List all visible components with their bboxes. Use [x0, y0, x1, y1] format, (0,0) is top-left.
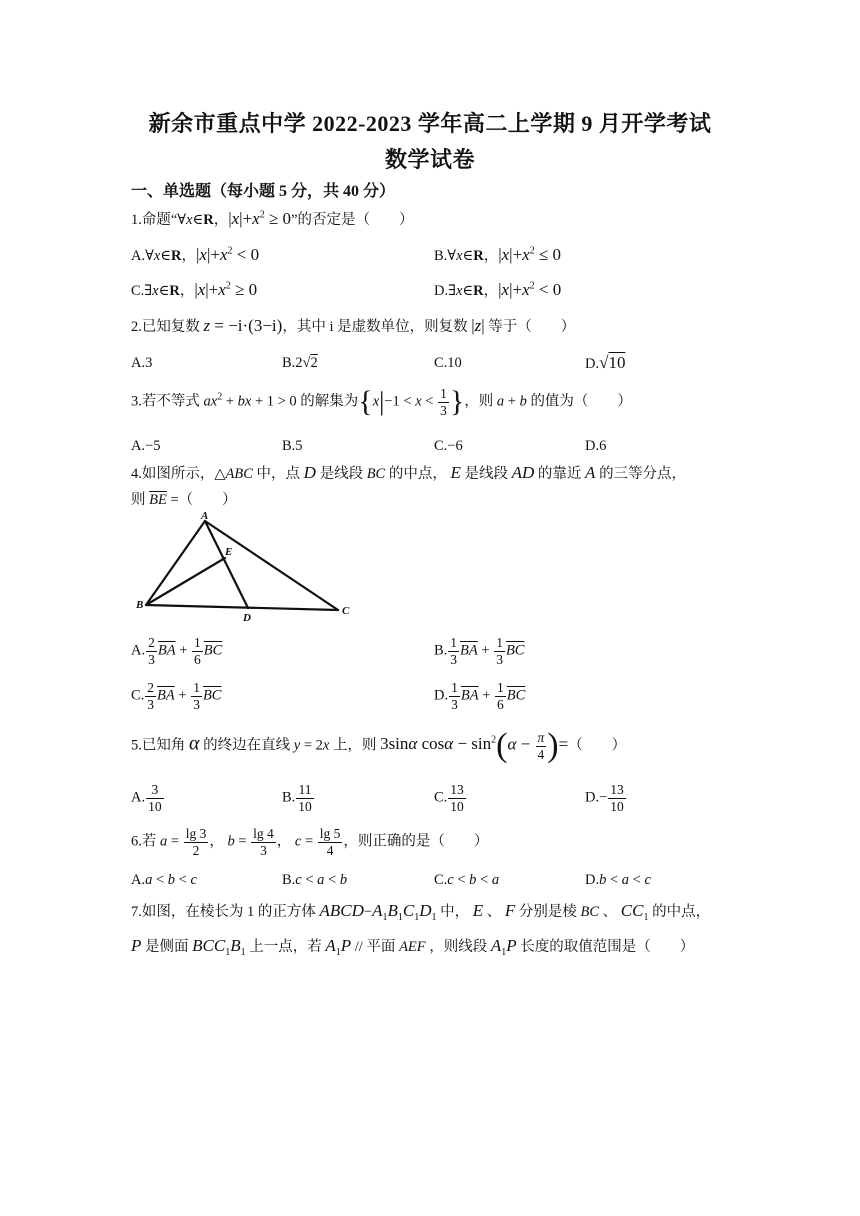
question-1-option-b[interactable]: B.∀x∈R，$|x|+x^2 \le 0$ [434, 245, 562, 264]
vertex-label-b: B [136, 599, 144, 611]
question-4-option-c[interactable]: C. $\frac{2}{3}$ $\overline{BA}$ + $\frac{1}{3}$ $\overline{BC}$ [131, 680, 222, 712]
question-5-option-b[interactable]: B. $\frac{11}{10}$ [282, 782, 312, 814]
question-2-stem: 2.已知复数 z = −i·(3−i)，其中 i 是虚数单位，则复数 |z| 等于（ ） [131, 316, 576, 335]
question-4-option-b[interactable]: B. $\frac{1}{3}$ $\overline{BA}$ + $\frac{1}{3}$ $\overline{BC}$ [434, 635, 525, 667]
question-1-option-d[interactable]: D.∃x∈R，$|x|+x^2 < 0$ [434, 280, 562, 299]
question-6-option-c[interactable]: C.c < b < a [434, 872, 500, 888]
question-4-option-d[interactable]: D. $\frac{1}{3}$ $\overline{BA}$ + $\frac{1}{6}$ $\overline{BC}$ [434, 680, 526, 712]
question-3-option-b[interactable]: B.5 [282, 438, 303, 454]
question-5-option-d[interactable]: D.− $\frac{13}{10}$ [585, 782, 624, 814]
question-3-option-a[interactable]: A.−5 [131, 438, 161, 454]
point-label-d: D [243, 612, 251, 624]
question-2-option-c[interactable]: C.10 [434, 355, 462, 371]
point-label-e: E [225, 546, 233, 558]
question-2-option-d[interactable]: D.√10 [585, 353, 626, 372]
question-7-stem-line2: P 是侧面 $BCC_1B_1$ 上一点，若 $A_1P$ // 平面 AEF ，则线段 $A_1P$ 长度的取值范围是（ ） [131, 936, 695, 958]
question-3-option-d[interactable]: D.6 [585, 438, 607, 454]
exam-title: 新余市重点中学 2022-2023 学年高二上学期 9 月开学考试 [148, 111, 712, 136]
question-5-option-a[interactable]: A. $\frac{3}{10}$ [131, 782, 162, 814]
vertex-label-a: A [201, 510, 209, 522]
exam-subtitle: 数学试卷 [384, 147, 475, 172]
question-4-option-a[interactable]: A. $\frac{2}{3}$ $\overline{BA}$ + $\frac{1}{6}$ $\overline{BC}$ [131, 635, 223, 667]
question-6-option-d[interactable]: D.b < a < c [585, 872, 651, 888]
question-6-stem: 6.若 a = $\frac{\lg 3}{2}$ ， b = $\frac{\lg 4}{3}$ ， c = $\frac{\lg 5}{4}$ ，则正确的是（ ） [131, 826, 489, 858]
section-heading: 一、单选题（每小题 5 分，共 40 分） [131, 183, 396, 200]
question-6-option-b[interactable]: B.c < a < b [282, 872, 348, 888]
vertex-label-c: C [342, 605, 350, 617]
question-3-option-c[interactable]: C.−6 [434, 438, 463, 454]
question-5-option-c[interactable]: C. $\frac{13}{10}$ [434, 782, 464, 814]
question-2-option-b[interactable]: B.2√2 [282, 355, 318, 371]
question-4-stem-line1: 4.如图所示，△ABC 中，点 D 是线段 BC 的中点， E 是线段 AD 的靠近 A 的三等分点， [131, 463, 687, 482]
triangle-figure [130, 510, 365, 630]
question-5-stem: 5.已知角 α 的终边在直线 y = 2x 上，则 3sinα $\cos\alpha - \sin^2(\alpha$ − $\frac{\pi}{4}$ )=（ ） [131, 727, 627, 764]
question-2-option-a[interactable]: A.3 [131, 355, 153, 371]
question-1-stem: 1.命题“∀x∈R，$|x|+x^2 \ge 0$”的否定是（ ） [131, 209, 414, 228]
question-4-stem-line2: 则 $\overline{BE}$ =（ ） [131, 492, 237, 508]
question-1-option-a[interactable]: A.∀x∈R，$|x|+x^2 < 0$ [131, 245, 260, 264]
question-6-option-a[interactable]: A.a < b < c [131, 872, 197, 888]
question-3-stem: 3.若不等式 $ax^2$ + bx + 1 > 0 的解集为{x|−1 < x < $\frac{1}{3}$ }，则 a + b 的值为（ ） [131, 385, 632, 418]
question-1-option-c[interactable]: C.∃x∈R，$|x|+x^2 \ge 0$ [131, 280, 258, 299]
question-7-stem-line1: 7.如图，在棱长为 1 的正方体 $ABCD-A_1B_1C_1D_1$ 中， E 、 F 分别是棱 BC 、 $CC_1$ 的中点， [131, 901, 711, 923]
